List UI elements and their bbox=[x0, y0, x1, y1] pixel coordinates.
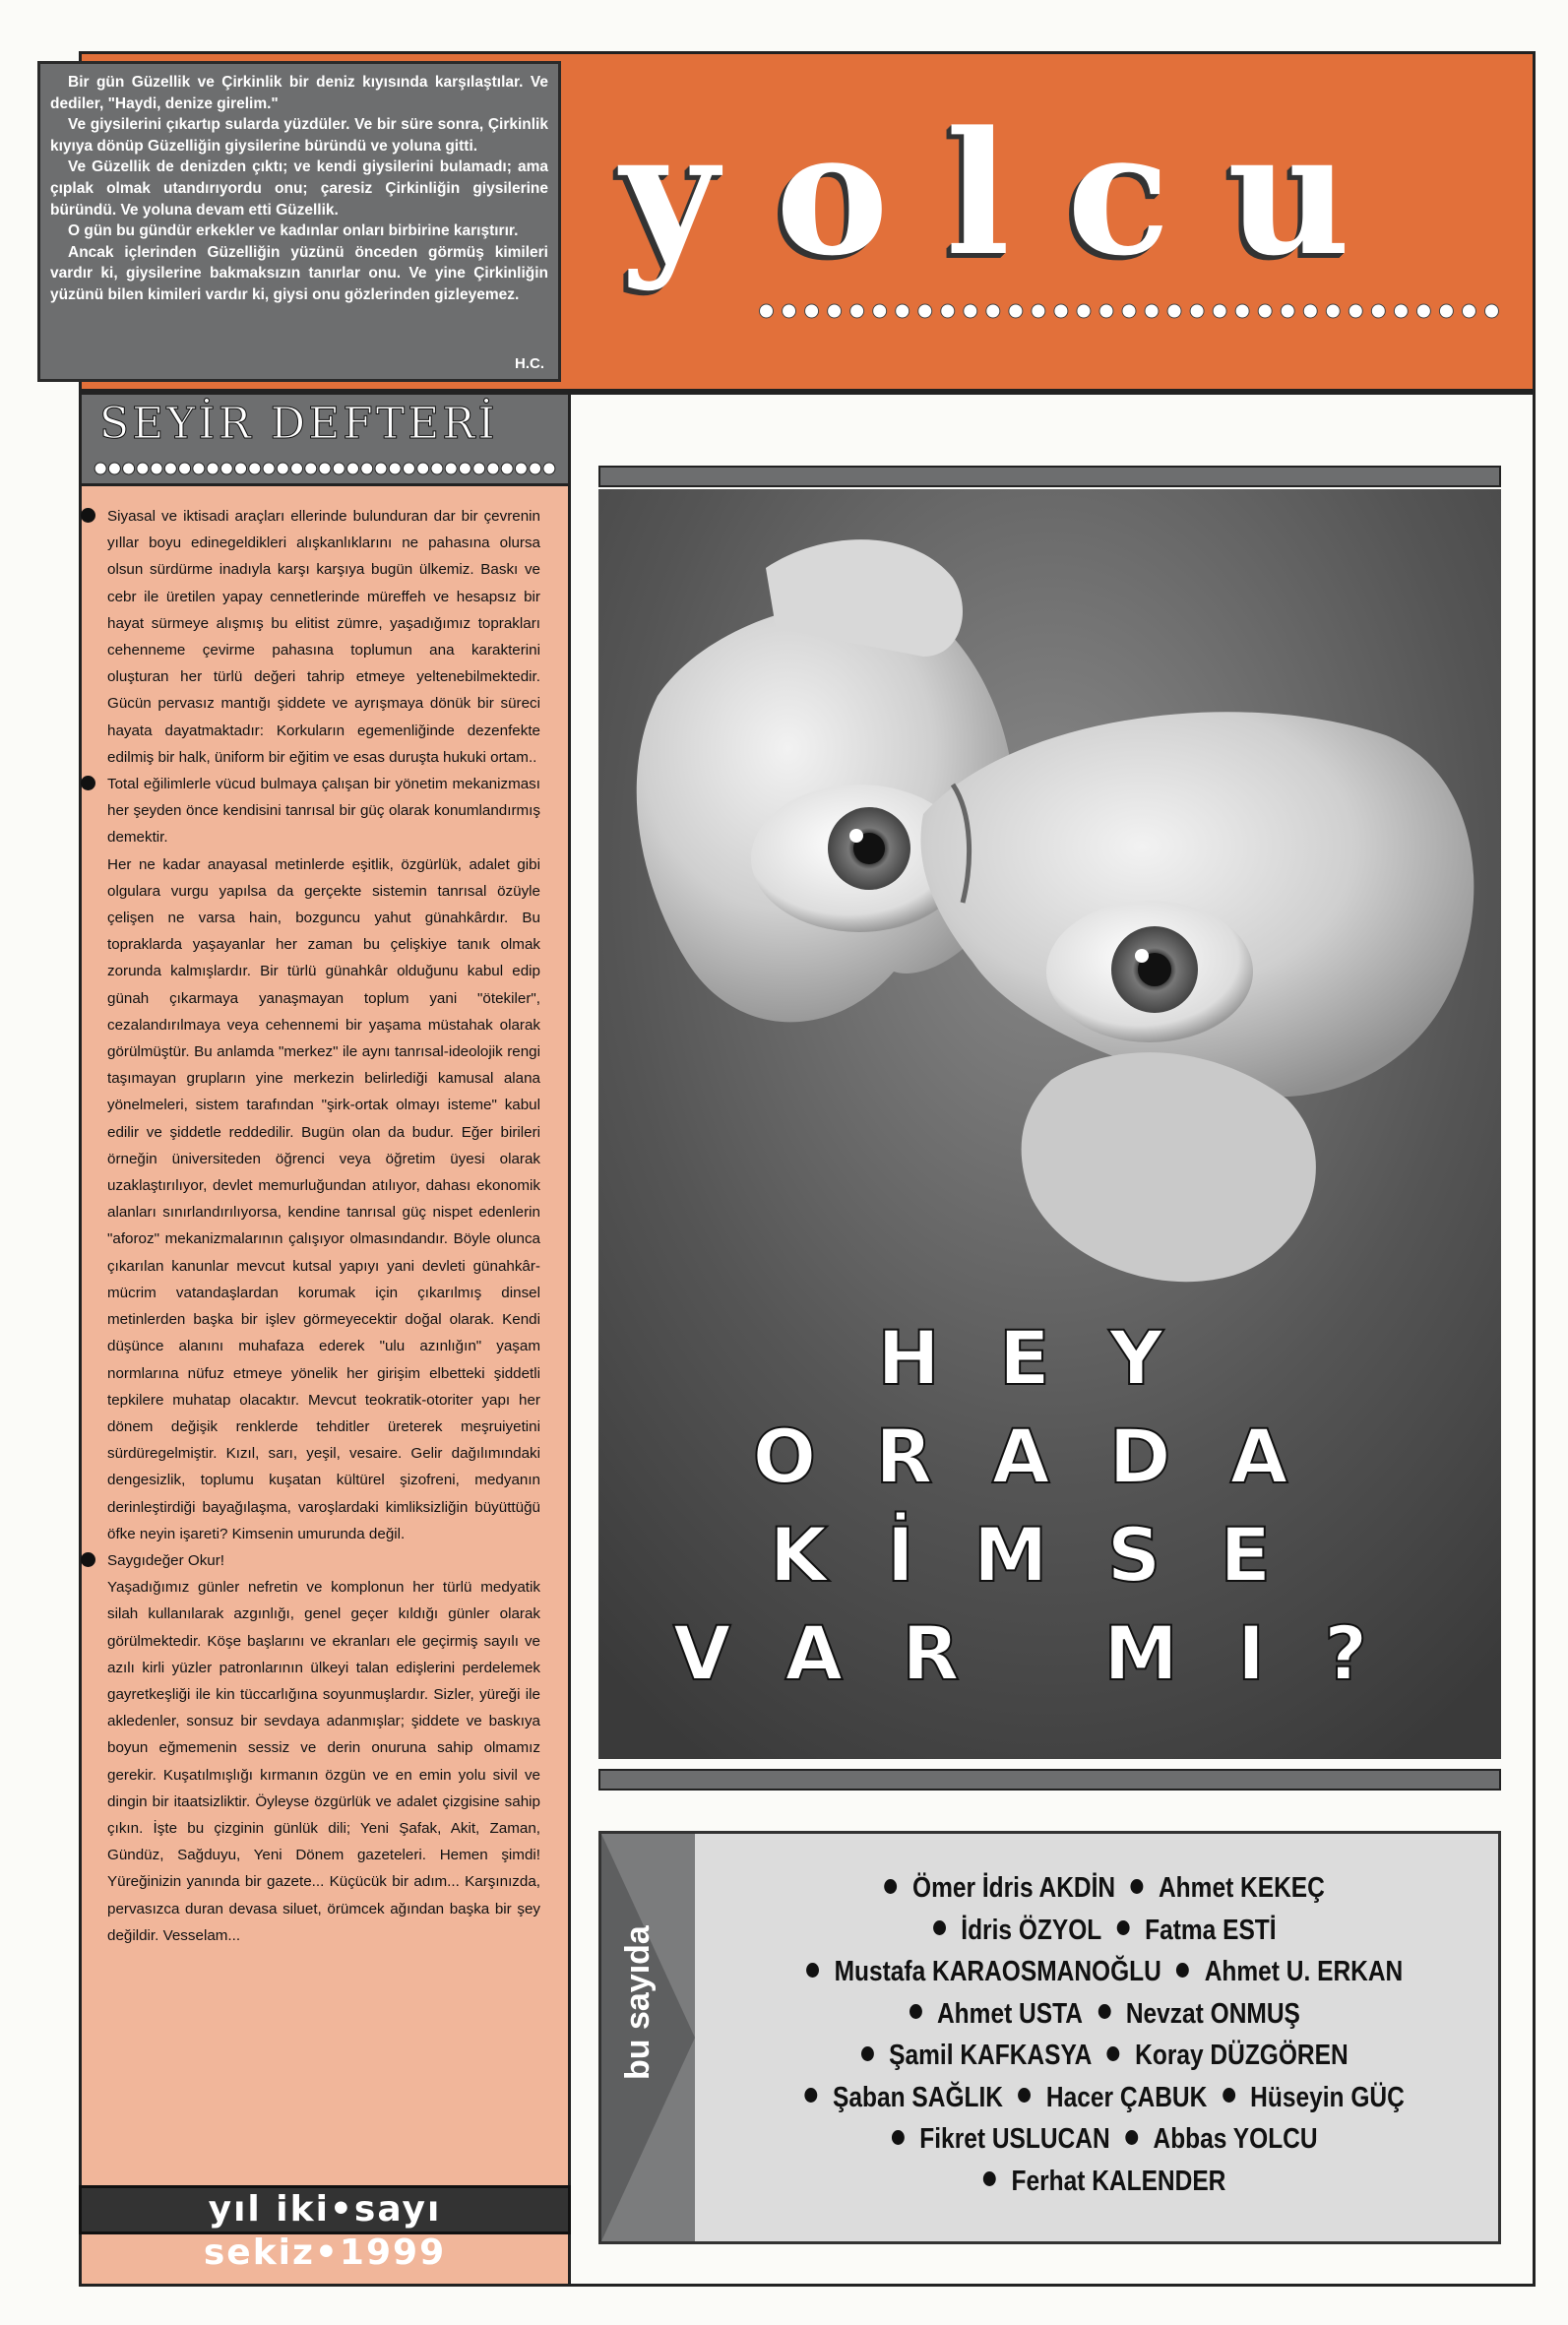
quote-paragraph: Ancak içlerinden Güzelliğin yüzünü önceden görmüş kimileri vardır ki, giysilerine bakmaksızın tanırlar onu. Ve yine Çirkinliğin yüzünü bilen kimileri vardır ki, giysi onu gözlerinden gizleyemez. bbox=[50, 243, 548, 303]
dot-ornament bbox=[179, 463, 191, 474]
contributor-name: Fatma ESTİ bbox=[1145, 1914, 1277, 1946]
seyir-title: SEYİR DEFTERİ bbox=[99, 399, 498, 449]
dot-ornament bbox=[1235, 304, 1249, 318]
dot-ornament bbox=[1416, 304, 1430, 318]
dot-ornament bbox=[319, 463, 331, 474]
dot-ornament bbox=[263, 463, 275, 474]
dot-ornament bbox=[1213, 304, 1226, 318]
bullet-icon bbox=[885, 1879, 898, 1894]
dot-ornament bbox=[235, 463, 247, 474]
dot-ornament bbox=[249, 463, 261, 474]
contributor-name: Şaban SAĞLIK bbox=[833, 2081, 1004, 2113]
quote-paragraph: Bir gün Güzellik ve Çirkinlik bir deniz kıyısında karşılaştılar. Ve dediler, "Haydi, denize girelim." bbox=[50, 74, 548, 112]
contributor-name: Ferhat KALENDER bbox=[1011, 2165, 1226, 2197]
dot-ornament bbox=[277, 463, 288, 474]
dot-ornament bbox=[487, 463, 499, 474]
dot-ornament bbox=[1462, 304, 1475, 318]
dot-ornament bbox=[389, 463, 401, 474]
bullet-icon bbox=[983, 2171, 996, 2186]
contributor-row bbox=[752, 1951, 1442, 1993]
headline-line: KİMSE bbox=[769, 1511, 1331, 1599]
dot-ornament bbox=[1167, 304, 1181, 318]
dot-ornament bbox=[501, 463, 513, 474]
dot-ornament bbox=[1122, 304, 1136, 318]
contributor-row bbox=[752, 2118, 1442, 2161]
contributor-name: Ahmet USTA bbox=[936, 1997, 1083, 2030]
masthead-title: yolcu bbox=[620, 94, 1408, 293]
dot-ornament bbox=[151, 463, 162, 474]
seyir-paragraph: Yaşadığımız günler nefretin ve komplonun her türlü medyatik silah kullanılarak azgınlığı, genel geçer kıldığı günler olarak görülmektedir. Köşe başlarını ve ekranları ele geçirmiş sayılı ve azılı kirli yüzler patronlarının ülkeyi talan edişlerini perdelemek gayretkeşliği ile kin tüccarlığına soyunmuşlardır. Sizler, yüreği ile akledenler, sonsuz bir sevdaya adanmışlar; şiddete ve baskıya boyun eğmemenin sessiz ve derin onuruna sahip olmamız gerekir. Kuşatılmışlığı kırmanın özgün ve en emin yolu sivil ve dingin bir itaatsizliktir. Öyleyse özgürlük ve adalet çizgisine sahip çıkın. İşte bu çizginin günlük dili; Yeni Şafak, Akit, Zaman, Gündüz, Sağduyu, Yeni Dönem gazeteleri. Hemen şimdi! Yüreğinizin yanında bir gazete... Küçücük bir adım... Karşınızda, pervasızca duran devasa siluet, örümcek ağından başka bir şey değildir. Vesselam... bbox=[107, 1579, 540, 1944]
quote-paragraph: O gün bu gündür erkekler ve kadınlar onları birbirine karıştırır. bbox=[68, 222, 519, 240]
dot-ornament bbox=[1190, 304, 1204, 318]
contributor-name: İdris ÖZYOL bbox=[961, 1914, 1102, 1946]
bullet-icon bbox=[1117, 1920, 1130, 1935]
contributor-name: Ahmet U. ERKAN bbox=[1204, 1956, 1404, 1987]
dot-ornament bbox=[459, 463, 470, 474]
contributor-row bbox=[752, 1910, 1442, 1952]
issue-footer: yıl iki•sayı sekiz•1999 bbox=[79, 2185, 571, 2234]
bullet-icon bbox=[861, 2046, 874, 2061]
quote-box bbox=[37, 61, 561, 382]
dot-ornament bbox=[515, 463, 527, 474]
masthead-dot-row bbox=[755, 299, 1503, 323]
dot-ornament bbox=[850, 304, 864, 318]
dot-ornament bbox=[896, 304, 909, 318]
contributor-list bbox=[752, 1867, 1442, 2202]
dot-ornament bbox=[1281, 304, 1294, 318]
bullet-icon bbox=[1098, 2004, 1110, 2019]
bullet-icon bbox=[1018, 2088, 1031, 2103]
bu-sayida-label: bu sayıda bbox=[619, 1925, 657, 2080]
contributor-row bbox=[752, 2035, 1442, 2077]
bullet-icon bbox=[1176, 1963, 1189, 1978]
quote-paragraph: Ve giysilerini çıkartıp sularda yüzdüler. Ve bir süre sonra, Çirkinlik kıyıya dönüp Güzelliğin giysilerine büründü ve yoluna gitti. bbox=[50, 116, 548, 155]
headline-line: HEY bbox=[877, 1314, 1223, 1402]
dot-ornament bbox=[760, 304, 774, 318]
dot-ornament bbox=[783, 304, 796, 318]
bullet-icon bbox=[81, 508, 95, 523]
dot-ornament bbox=[346, 463, 358, 474]
seyir-header bbox=[82, 395, 568, 486]
bullet-icon bbox=[909, 2004, 922, 2019]
dot-ornament bbox=[828, 304, 842, 318]
bullet-icon bbox=[933, 1920, 946, 1935]
dot-ornament bbox=[1348, 304, 1362, 318]
dot-ornament bbox=[1484, 304, 1498, 318]
dot-ornament bbox=[1326, 304, 1340, 318]
seyir-paragraph: Siyasal ve iktisadi araçları ellerinde bulunduran dar bir çevrenin yıllar boyu edinegeldikleri alışkanlıklarını ne pahasına olursa olsun sürdürme inadıyla karşı karşıya bugün ülkemiz. Baskı ve cebr ile üretilen yapay cennetlerinde müreffeh ve hesapsız bir hayat sürmeye alışmış bu elitist zümre, yaşadığımız toprakları cehenneme çevirme pahasına toplumun ana karakterini oluşturan her türlü değeri tahrip etmeye yeltenebilmektedir. Gücün pervasız mantığı şiddete ve ayrışmaya dönük bir süreci hayata dayatmaktadır: Korkuların egemenliğinde dezenfekte edilmiş bir halk, üniform bir eğitim ve esas duruşta hukuki ortam.. bbox=[107, 503, 540, 771]
bullet-icon bbox=[1107, 2046, 1120, 2061]
bullet-icon bbox=[892, 2130, 905, 2145]
dot-ornament bbox=[941, 304, 955, 318]
seyir-dot-row bbox=[94, 460, 556, 477]
dot-ornament bbox=[1054, 304, 1068, 318]
dot-ornament bbox=[361, 463, 373, 474]
seyir-body bbox=[107, 503, 540, 1949]
dot-ornament bbox=[543, 463, 555, 474]
dot-ornament bbox=[1009, 304, 1023, 318]
contributor-row bbox=[752, 1867, 1442, 1910]
dot-ornament bbox=[1303, 304, 1317, 318]
contributor-name: Ömer İdris AKDİN bbox=[912, 1872, 1116, 1904]
dot-ornament bbox=[445, 463, 457, 474]
contributor-name: Şamil KAFKASYA bbox=[889, 2040, 1093, 2071]
dot-ornament bbox=[964, 304, 977, 318]
bullet-icon bbox=[81, 776, 95, 790]
dot-ornament bbox=[805, 304, 819, 318]
dot-ornament bbox=[375, 463, 387, 474]
dot-ornament bbox=[986, 304, 1000, 318]
dot-ornament bbox=[873, 304, 887, 318]
quote-paragraph: Ve Güzellik de denizden çıktı; ve kendi giysilerini bulamadı; ama çıplak olmak utandırıyordu onu; çaresiz Çirkinliğin giysilerine büründü. Ve yoluna devam etti Güzellik. bbox=[50, 158, 548, 219]
dot-ornament bbox=[1394, 304, 1408, 318]
bullet-icon bbox=[805, 2088, 818, 2103]
contents-top-bar bbox=[598, 1769, 1501, 1791]
quote-signature: H.C. bbox=[515, 355, 544, 373]
dot-ornament bbox=[305, 463, 317, 474]
bullet-icon bbox=[1131, 1879, 1144, 1894]
dot-ornament bbox=[220, 463, 232, 474]
dot-ornament bbox=[291, 463, 303, 474]
dot-ornament bbox=[473, 463, 485, 474]
contributor-name: Hacer ÇABUK bbox=[1045, 2081, 1208, 2113]
contributor-name: Abbas YOLCU bbox=[1153, 2123, 1318, 2155]
dot-ornament bbox=[1099, 304, 1113, 318]
dot-ornament bbox=[1032, 304, 1045, 318]
contributor-name: Koray DÜZGÖREN bbox=[1135, 2040, 1348, 2071]
dot-ornament bbox=[1439, 304, 1453, 318]
dot-ornament bbox=[431, 463, 443, 474]
dot-ornament bbox=[1371, 304, 1385, 318]
dot-ornament bbox=[123, 463, 135, 474]
dot-ornament bbox=[417, 463, 429, 474]
bu-sayida-tab bbox=[601, 1834, 695, 2241]
dot-ornament bbox=[94, 463, 106, 474]
dot-ornament bbox=[333, 463, 345, 474]
dot-ornament bbox=[164, 463, 176, 474]
dot-ornament bbox=[108, 463, 120, 474]
bullet-icon bbox=[81, 1552, 95, 1567]
contributor-name: Ahmet KEKEÇ bbox=[1158, 1872, 1325, 1904]
dot-ornament bbox=[137, 463, 149, 474]
contributor-name: Fikret USLUCAN bbox=[919, 2123, 1110, 2155]
headline-line: ORADA bbox=[752, 1413, 1348, 1500]
seyir-paragraph: Her ne kadar anayasal metinlerde eşitlik, özgürlük, adalet gibi olgulara vurgu yapılsa da gerçekte sistemin tanrısal özüyle çelişen ne varsa hain, bozguncu yahut günahkârdır. Bu topraklarda yaşayanlar her zaman bu çelişkiye tanık olmak zorunda kalmışlardır. Bir türlü günahkâr olduğunu kabul edip günah çıkarmaya yanaşmayan toplum yani "ötekiler", cezalandırılmaya veya cehennemi bir yaşama müstahak olarak görülmüştür. Bu anlamda "merkez" ile aynı tanrısal-ideolojik rengi taşımayan grupların yine merkezin belirlediği kamusal alana yönelmeleri, sistem tarafından "şirk-ortak olmayı isteme" kabul edilir ve şiddetle reddedilir. Bugün olan da budur. Eğer birileri örneğin üniversiteden öğrenci veya öğretim üyesi olarak uzaklaştırılıyor, devlet memurluğundan atılıyor, dahası ekonomik alanları sınırlandırılıyorsa, kendine tanrısal güç nispet edenlerin "aforoz" mekanizmalarının çalışıyor olmasındandır. Böyle olunca çıkarılan kanunlar mevcut kutsal yapıyı yani devleti günahkâr-mücrim vatandaşlardan korumak için çıkarılmış dinsel metinlerden başka bir işlev görmeyecektir doğal olarak. Kendi düşünce alanını muhafaza ederek "ulu azınlığın" yaşam normlarına nüfuz etmeye yönelik her girişim elbetteki şiddetli tepkilere muhatap olacaktır. Mevcut teokratik-otoriter yapı her dönem değişik renklerde tehditler üreterek meşruiyetini sürdüregelmiştir. Kızıl, sarı, yeşil, vesaire. Gelir dağılımındaki dengesizlik, toplumu kuşatan kültürel şizofreni, medyanın derinleştirdiği bayağılaşma, varoşlardaki kimliksizliğin büyüttüğü öfke neyin işareti? Kimsenin umurunda değil. bbox=[107, 855, 540, 1542]
contributor-row bbox=[752, 2077, 1442, 2119]
dot-ornament bbox=[193, 463, 205, 474]
contributor-name: Nevzat ONMUŞ bbox=[1125, 1997, 1300, 2030]
seyir-paragraph: Saygıdeğer Okur! bbox=[107, 1547, 540, 1574]
image-top-bar bbox=[598, 466, 1501, 487]
dot-ornament bbox=[1145, 304, 1159, 318]
seyir-defteri-column bbox=[79, 392, 571, 2287]
bu-sayida-box bbox=[598, 1831, 1501, 2244]
dot-ornament bbox=[1077, 304, 1091, 318]
cover-headline bbox=[598, 1309, 1501, 1703]
bullet-icon bbox=[1223, 2088, 1235, 2103]
dot-ornament bbox=[918, 304, 932, 318]
headline-line: VAR MI? bbox=[672, 1609, 1427, 1697]
contributor-name: Mustafa KARAOSMANOĞLU bbox=[834, 1956, 1161, 1987]
contributor-row bbox=[752, 2161, 1442, 2203]
seyir-paragraph: Total eğilimlerle vücud bulmaya çalışan bir yönetim mekanizması her şeyden önce kendisini tanrısal bir güç olarak konumlandırmış demektir. bbox=[107, 771, 540, 851]
dot-ornament bbox=[403, 463, 414, 474]
dot-ornament bbox=[207, 463, 219, 474]
contributor-name: Hüseyin GÜÇ bbox=[1250, 2081, 1405, 2113]
contributor-row bbox=[752, 1993, 1442, 2036]
bullet-icon bbox=[1125, 2130, 1138, 2145]
dot-ornament bbox=[1258, 304, 1272, 318]
bullet-icon bbox=[806, 1963, 819, 1978]
dot-ornament bbox=[530, 463, 541, 474]
